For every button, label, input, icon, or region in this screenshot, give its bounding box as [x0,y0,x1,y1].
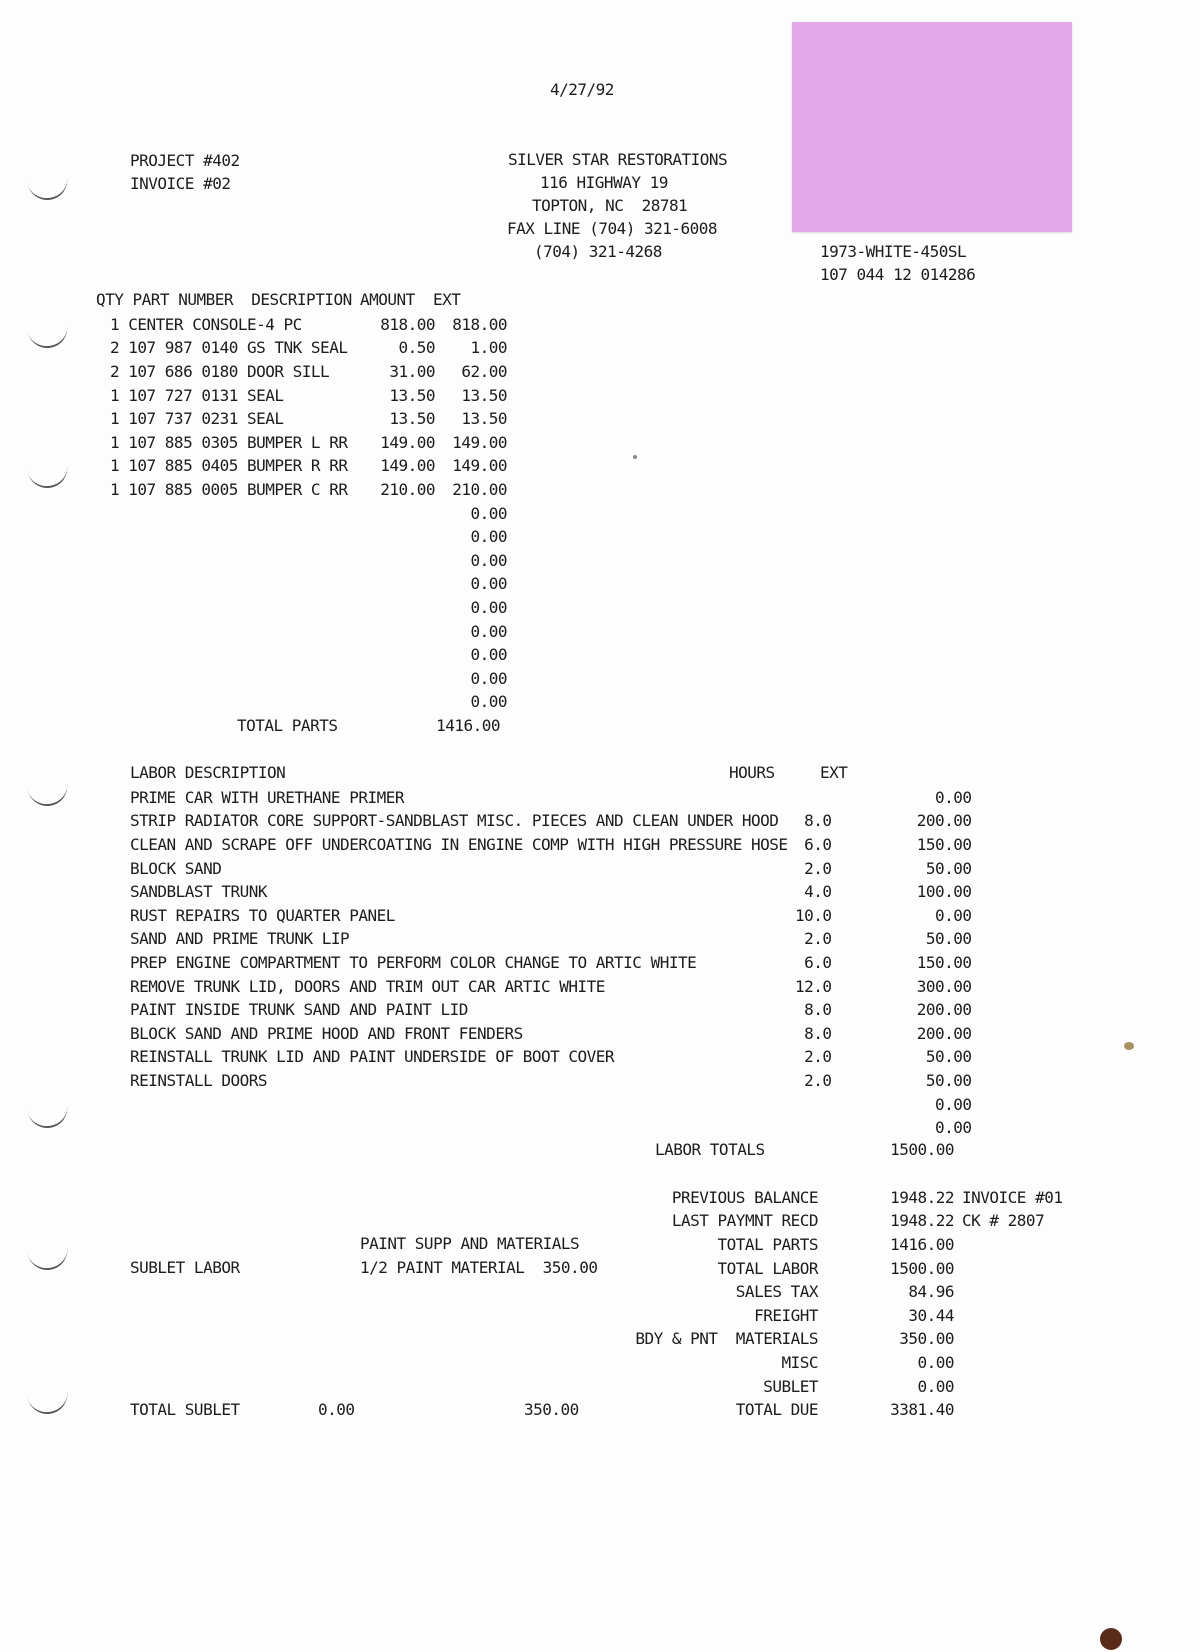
part-ext: 0.00 [470,574,507,594]
parts-amount-header: AMOUNT [360,290,415,309]
summary-value: 84.96 [908,1282,954,1302]
labor-ext: 200.00 [916,1000,972,1020]
labor-description: BLOCK SAND AND PRIME HOOD AND FRONT FENDERS [130,1023,523,1043]
ink-speck [1124,1042,1134,1050]
part-ext: 0.00 [470,597,507,617]
part-description: 2 107 686 0180 DOOR SILL [110,361,330,381]
total-sublet-value: 0.00 [318,1400,355,1419]
summary-row [600,1328,1072,1352]
part-amount: 210.00 [380,479,435,499]
labor-ext: 50.00 [925,929,972,949]
labor-ext: 300.00 [916,976,972,996]
summary-value: 1948.22 [890,1187,954,1207]
summary-label: SALES TAX [735,1282,818,1302]
part-amount [360,549,435,573]
labor-ext: 0.00 [935,1118,972,1138]
parts-row [110,667,507,691]
part-description: 1 107 727 0131 SEAL [110,385,284,405]
part-amount: 31.00 [389,361,435,381]
part-description: 1 107 885 0305 BUMPER L RR [110,432,348,452]
summary-value: 1500.00 [890,1258,954,1278]
parts-row [110,455,507,479]
part-description: 1 107 885 0405 BUMPER R RR [110,456,348,476]
labor-description [130,1093,788,1117]
summary-note: INVOICE #01 [962,1187,1063,1207]
summary-row [600,1304,1072,1328]
labor-row [130,998,972,1022]
summary-value: 1416.00 [890,1234,954,1254]
parts-row [110,337,507,361]
labor-description: BLOCK SAND [130,858,222,878]
part-description [110,596,360,620]
labor-description [130,1116,788,1140]
shop-city: TOPTON, NC 28781 [532,196,688,215]
labor-hours: 4.0 [804,882,832,902]
shop-street: 116 HIGHWAY 19 [540,173,668,192]
labor-row [130,880,972,904]
labor-row [130,1116,972,1140]
parts-table [110,313,507,714]
parts-row [110,596,507,620]
summary-label: LAST PAYMNT RECD [671,1211,818,1231]
labor-hours: 10.0 [795,905,832,925]
labor-ext: 0.00 [935,787,972,807]
part-description [110,691,360,715]
part-amount [360,620,435,644]
summary-row [600,1210,1072,1234]
summary-label: MISC [781,1352,818,1372]
parts-row [110,431,507,455]
labor-description: PRIME CAR WITH URETHANE PRIMER [130,787,404,807]
part-ext: 0.00 [470,645,507,665]
labor-description: REINSTALL TRUNK LID AND PAINT UNDERSIDE OF BOOT COVER [130,1047,615,1067]
ink-speck [1100,1628,1122,1650]
invoice-number: INVOICE #02 [130,174,231,193]
part-amount [360,502,435,526]
labor-description: REMOVE TRUNK LID, DOORS AND TRIM OUT CAR ARTIC WHITE [130,976,605,996]
part-ext: 0.00 [470,550,507,570]
labor-ext-header: EXT [820,763,848,782]
sticky-note [792,22,1072,232]
part-ext: 1.00 [470,338,507,358]
part-ext: 149.00 [452,456,507,476]
paint-supplies-title: PAINT SUPP AND MATERIALS [360,1234,580,1253]
part-description [110,643,360,667]
total-sublet-label: TOTAL SUBLET [130,1400,240,1419]
part-amount [360,643,435,667]
summary-label: BDY & PNT MATERIALS [635,1329,818,1349]
part-amount [360,691,435,715]
labor-hours: 2.0 [804,929,832,949]
labor-hours [788,1116,832,1140]
labor-ext: 200.00 [916,1023,972,1043]
summary-value: 3381.40 [890,1400,954,1420]
part-ext: 210.00 [452,479,507,499]
summary-label: TOTAL PARTS [717,1234,818,1254]
labor-hours: 12.0 [795,976,832,996]
summary-label: PREVIOUS BALANCE [671,1187,818,1207]
summary-label: TOTAL DUE [735,1400,818,1420]
parts-ext-header: EXT [433,290,461,309]
part-ext: 62.00 [461,361,507,381]
labor-row [130,1093,972,1117]
summary-row [600,1280,1072,1304]
labor-ext: 150.00 [916,834,972,854]
labor-ext: 100.00 [916,882,972,902]
summary-row [600,1398,1072,1422]
part-description [110,525,360,549]
labor-hours: 2.0 [804,858,832,878]
summary-row [600,1186,1072,1210]
summary-value: 350.00 [899,1329,954,1349]
summary-row [600,1257,1072,1281]
part-description [110,620,360,644]
binder-hole-mark [26,1381,70,1416]
labor-hours: 8.0 [804,811,832,831]
vehicle-line-1: 1973-WHITE-450SL [820,242,967,261]
total-parts-value: 1416.00 [436,716,500,735]
part-amount: 149.00 [380,432,435,452]
part-ext: 149.00 [452,432,507,452]
summary-note [954,1233,1072,1257]
part-ext: 0.00 [470,621,507,641]
parts-row [110,502,507,526]
part-ext: 0.00 [470,527,507,547]
labor-description: PAINT INSIDE TRUNK SAND AND PAINT LID [130,1000,468,1020]
part-description [110,549,360,573]
labor-row [130,951,972,975]
part-amount [360,667,435,691]
part-amount: 13.50 [389,385,435,405]
part-ext: 0.00 [470,668,507,688]
labor-ext: 150.00 [916,952,972,972]
labor-hours: 6.0 [804,952,832,972]
shop-fax: FAX LINE (704) 321-6008 [507,219,718,238]
parts-header: QTY PART NUMBER DESCRIPTION [96,290,352,309]
shop-name: SILVER STAR RESTORATIONS [508,150,728,169]
part-description: 1 107 885 0005 BUMPER C RR [110,479,348,499]
part-ext: 13.50 [461,409,507,429]
total-paint-value: 350.00 [524,1400,579,1419]
parts-row [110,643,507,667]
binder-hole-mark [26,1237,70,1272]
summary-label: TOTAL LABOR [717,1258,818,1278]
summary-row [600,1351,1072,1375]
part-ext: 818.00 [452,314,507,334]
parts-row [110,384,507,408]
part-ext: 0.00 [470,503,507,523]
parts-row [110,573,507,597]
summary-note [954,1257,1072,1281]
labor-table [130,786,972,1140]
labor-description: RUST REPAIRS TO QUARTER PANEL [130,905,395,925]
labor-row [130,1046,972,1070]
labor-row [130,786,972,810]
summary-value: 1948.22 [890,1211,954,1231]
labor-row [130,1069,972,1093]
labor-row [130,833,972,857]
labor-header: LABOR DESCRIPTION [130,763,286,782]
summary-note [954,1398,1072,1422]
part-amount: 149.00 [380,456,435,476]
vehicle-line-2: 107 044 12 014286 [820,265,976,284]
labor-ext: 200.00 [916,811,972,831]
summary-value: 30.44 [908,1305,954,1325]
summary-table [600,1186,1072,1422]
labor-row [130,975,972,999]
summary-note [954,1351,1072,1375]
parts-row [110,549,507,573]
part-amount [360,525,435,549]
sublet-labor-label: SUBLET LABOR [130,1258,240,1277]
summary-value: 0.00 [917,1352,954,1372]
labor-hours: 8.0 [804,1000,832,1020]
labor-hours: 2.0 [804,1047,832,1067]
part-description: 1 CENTER CONSOLE-4 PC [110,314,302,334]
part-description: 1 107 737 0231 SEAL [110,409,284,429]
labor-totals-label: LABOR TOTALS [655,1140,765,1159]
labor-ext: 50.00 [925,1047,972,1067]
parts-row [110,313,507,337]
parts-row [110,360,507,384]
summary-note [954,1375,1072,1399]
labor-totals-value: 1500.00 [890,1140,954,1159]
labor-ext: 0.00 [935,905,972,925]
labor-ext: 50.00 [925,1070,972,1090]
part-amount: 0.50 [398,338,435,358]
summary-note [954,1304,1072,1328]
labor-hours: 2.0 [804,1070,832,1090]
labor-ext: 0.00 [935,1094,972,1114]
summary-label: SUBLET [763,1376,818,1396]
invoice-date: 4/27/92 [550,80,614,99]
summary-label: FREIGHT [754,1305,818,1325]
labor-hours [788,786,832,810]
parts-row [110,478,507,502]
part-description [110,573,360,597]
part-amount [360,596,435,620]
labor-hours: 8.0 [804,1023,832,1043]
labor-description: SAND AND PRIME TRUNK LIP [130,929,350,949]
paint-material-line: 1/2 PAINT MATERIAL 350.00 [360,1258,598,1277]
labor-row [130,857,972,881]
binder-hole-mark [26,773,70,808]
labor-row [130,904,972,928]
labor-row [130,928,972,952]
part-description [110,502,360,526]
labor-hours: 6.0 [804,834,832,854]
ink-speck [633,455,637,459]
labor-row [130,1022,972,1046]
project-number: PROJECT #402 [130,151,240,170]
part-amount [360,573,435,597]
labor-description: PREP ENGINE COMPARTMENT TO PERFORM COLOR CHANGE TO ARTIC WHITE [130,952,697,972]
shop-phone: (704) 321-4268 [534,242,662,261]
part-amount: 13.50 [389,409,435,429]
part-amount: 818.00 [380,314,435,334]
labor-description: SANDBLAST TRUNK [130,882,267,902]
summary-note: CK # 2807 [962,1211,1045,1231]
summary-row [600,1375,1072,1399]
labor-ext: 50.00 [925,858,972,878]
labor-description: CLEAN AND SCRAPE OFF UNDERCOATING IN ENGINE COMP WITH HIGH PRESSURE HOSE [130,834,788,854]
summary-row [600,1233,1072,1257]
summary-value: 0.00 [917,1376,954,1396]
parts-row [110,620,507,644]
labor-description: REINSTALL DOORS [130,1070,267,1090]
labor-hours-header: HOURS [729,763,775,782]
binder-hole-mark [26,315,70,350]
summary-note [954,1328,1072,1352]
binder-hole-mark [26,167,70,202]
labor-row [130,810,972,834]
parts-row [110,691,507,715]
parts-row [110,407,507,431]
summary-note [954,1280,1072,1304]
total-parts-label: TOTAL PARTS [237,716,338,735]
labor-hours [788,1093,832,1117]
binder-hole-mark [26,455,70,490]
binder-hole-mark [26,1095,70,1130]
part-ext: 13.50 [461,385,507,405]
part-description [110,667,360,691]
labor-description: STRIP RADIATOR CORE SUPPORT-SANDBLAST MISC. PIECES AND CLEAN UNDER HOOD [130,811,779,831]
part-description: 2 107 987 0140 GS TNK SEAL [110,338,348,358]
part-ext: 0.00 [470,692,507,712]
parts-row [110,525,507,549]
